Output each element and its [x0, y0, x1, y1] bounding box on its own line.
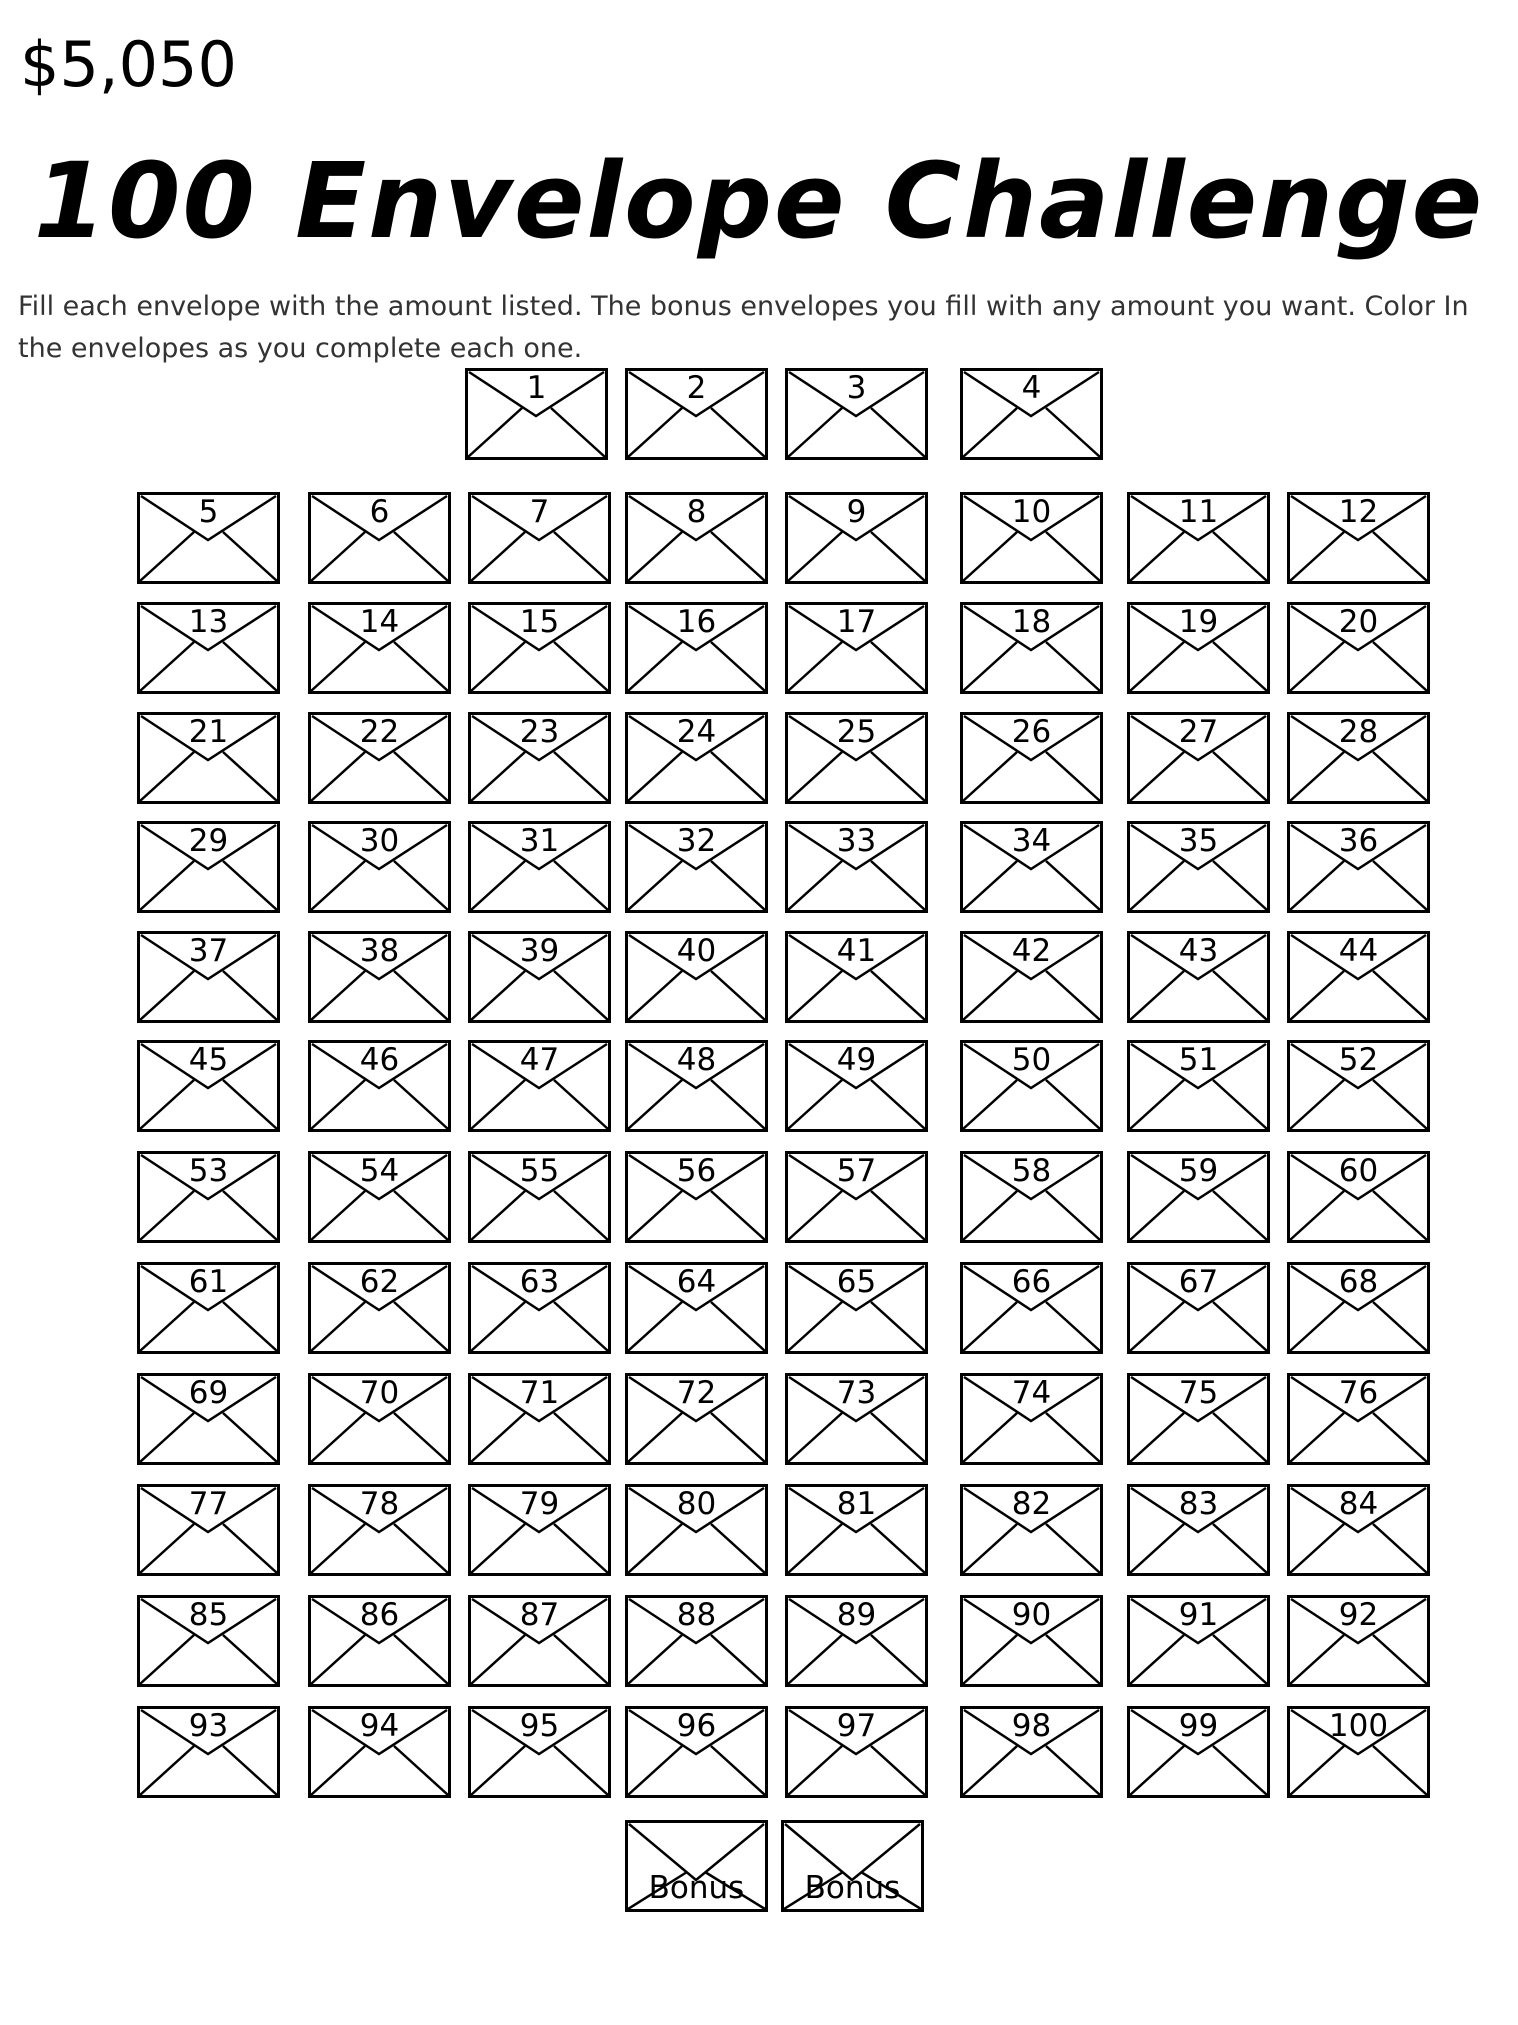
envelope-number: 91 — [1178, 1597, 1219, 1633]
envelope-77[interactable] — [137, 1484, 280, 1576]
envelope-97[interactable] — [785, 1706, 928, 1798]
envelope-number: 16 — [676, 604, 717, 640]
envelope-27[interactable] — [1127, 712, 1270, 804]
envelope-number: 90 — [1011, 1597, 1052, 1633]
envelope-57[interactable] — [785, 1151, 928, 1243]
envelope-number: 74 — [1011, 1375, 1052, 1411]
envelope-76[interactable] — [1287, 1373, 1430, 1465]
envelope-number: 94 — [359, 1708, 400, 1744]
envelope-59[interactable] — [1127, 1151, 1270, 1243]
envelope-31[interactable] — [468, 821, 611, 913]
envelope-number: 82 — [1011, 1486, 1052, 1522]
envelope-30[interactable] — [308, 821, 451, 913]
envelope-16[interactable] — [625, 602, 768, 694]
envelope-32[interactable] — [625, 821, 768, 913]
envelope-number: 62 — [359, 1264, 400, 1300]
envelope-number: 92 — [1338, 1597, 1379, 1633]
envelope-23[interactable] — [468, 712, 611, 804]
envelope-3[interactable] — [785, 368, 928, 460]
envelope-number: 9 — [846, 494, 867, 530]
envelope-19[interactable] — [1127, 602, 1270, 694]
envelope-number: 83 — [1178, 1486, 1219, 1522]
envelope-39[interactable] — [468, 931, 611, 1023]
envelope-71[interactable] — [468, 1373, 611, 1465]
envelope-number: 41 — [836, 933, 877, 969]
envelope-53[interactable] — [137, 1151, 280, 1243]
envelope-91[interactable] — [1127, 1595, 1270, 1687]
envelope-number: 46 — [359, 1042, 400, 1078]
envelope-13[interactable] — [137, 602, 280, 694]
envelope-94[interactable] — [308, 1706, 451, 1798]
envelope-number: 76 — [1338, 1375, 1379, 1411]
envelope-67[interactable] — [1127, 1262, 1270, 1354]
envelope-number: 26 — [1011, 714, 1052, 750]
envelope-50[interactable] — [960, 1040, 1103, 1132]
envelope-84[interactable] — [1287, 1484, 1430, 1576]
envelope-number: 43 — [1178, 933, 1219, 969]
envelope-number: 19 — [1178, 604, 1219, 640]
envelope-number: 100 — [1328, 1708, 1389, 1744]
envelope-number: 22 — [359, 714, 400, 750]
envelope-number: 11 — [1178, 494, 1219, 530]
envelope-number: 61 — [188, 1264, 229, 1300]
envelope-number: 68 — [1338, 1264, 1379, 1300]
envelope-48[interactable] — [625, 1040, 768, 1132]
envelope-number: 71 — [519, 1375, 560, 1411]
envelope-1[interactable] — [465, 368, 608, 460]
envelope-number: 96 — [676, 1708, 717, 1744]
bonus-envelope-label: Bonus — [804, 1870, 901, 1906]
envelope-number: 69 — [188, 1375, 229, 1411]
envelope-number: 42 — [1011, 933, 1052, 969]
envelope-number: 7 — [529, 494, 550, 530]
envelope-52[interactable] — [1287, 1040, 1430, 1132]
envelope-42[interactable] — [960, 931, 1103, 1023]
envelope-number: 24 — [676, 714, 717, 750]
envelope-number: 3 — [846, 370, 867, 406]
envelope-number: 12 — [1338, 494, 1379, 530]
envelope-number: 33 — [836, 823, 877, 859]
envelope-99[interactable] — [1127, 1706, 1270, 1798]
envelope-number: 52 — [1338, 1042, 1379, 1078]
envelope-45[interactable] — [137, 1040, 280, 1132]
envelope-number: 56 — [676, 1153, 717, 1189]
envelope-6[interactable] — [308, 492, 451, 584]
envelope-number: 39 — [519, 933, 560, 969]
envelope-number: 25 — [836, 714, 877, 750]
envelope-number: 59 — [1178, 1153, 1219, 1189]
envelope-96[interactable] — [625, 1706, 768, 1798]
envelope-11[interactable] — [1127, 492, 1270, 584]
envelope-number: 2 — [686, 370, 707, 406]
envelope-95[interactable] — [468, 1706, 611, 1798]
envelope-49[interactable] — [785, 1040, 928, 1132]
envelope-number: 53 — [188, 1153, 229, 1189]
envelope-100[interactable] — [1287, 1706, 1430, 1798]
envelope-number: 65 — [836, 1264, 877, 1300]
envelope-number: 75 — [1178, 1375, 1219, 1411]
envelope-10[interactable] — [960, 492, 1103, 584]
challenge-total: $5,050 — [20, 28, 237, 101]
envelope-34[interactable] — [960, 821, 1103, 913]
envelope-number: 72 — [676, 1375, 717, 1411]
envelope-number: 55 — [519, 1153, 560, 1189]
envelope-8[interactable] — [625, 492, 768, 584]
envelope-number: 73 — [836, 1375, 877, 1411]
envelope-number: 99 — [1178, 1708, 1219, 1744]
envelope-number: 28 — [1338, 714, 1379, 750]
envelope-number: 35 — [1178, 823, 1219, 859]
envelope-87[interactable] — [468, 1595, 611, 1687]
envelope-number: 86 — [359, 1597, 400, 1633]
envelope-number: 18 — [1011, 604, 1052, 640]
envelope-number: 81 — [836, 1486, 877, 1522]
envelope-number: 97 — [836, 1708, 877, 1744]
envelope-number: 78 — [359, 1486, 400, 1522]
envelope-86[interactable] — [308, 1595, 451, 1687]
envelope-47[interactable] — [468, 1040, 611, 1132]
envelope-15[interactable] — [468, 602, 611, 694]
envelope-17[interactable] — [785, 602, 928, 694]
envelope-78[interactable] — [308, 1484, 451, 1576]
bonus-envelope[interactable] — [625, 1820, 768, 1912]
envelope-number: 66 — [1011, 1264, 1052, 1300]
bonus-envelope[interactable] — [781, 1820, 924, 1912]
envelope-number: 14 — [359, 604, 400, 640]
envelope-64[interactable] — [625, 1262, 768, 1354]
envelope-number: 20 — [1338, 604, 1379, 640]
envelope-number: 80 — [676, 1486, 717, 1522]
envelope-4[interactable] — [960, 368, 1103, 460]
envelope-88[interactable] — [625, 1595, 768, 1687]
envelope-37[interactable] — [137, 931, 280, 1023]
envelope-number: 8 — [686, 494, 707, 530]
envelope-9[interactable] — [785, 492, 928, 584]
envelope-40[interactable] — [625, 931, 768, 1023]
envelope-number: 21 — [188, 714, 229, 750]
envelope-number: 40 — [676, 933, 717, 969]
envelope-82[interactable] — [960, 1484, 1103, 1576]
envelope-number: 67 — [1178, 1264, 1219, 1300]
envelope-number: 50 — [1011, 1042, 1052, 1078]
envelope-number: 88 — [676, 1597, 717, 1633]
envelope-33[interactable] — [785, 821, 928, 913]
envelope-14[interactable] — [308, 602, 451, 694]
envelope-72[interactable] — [625, 1373, 768, 1465]
envelope-number: 51 — [1178, 1042, 1219, 1078]
envelope-number: 36 — [1338, 823, 1379, 859]
envelope-number: 30 — [359, 823, 400, 859]
envelope-number: 77 — [188, 1486, 229, 1522]
envelope-number: 29 — [188, 823, 229, 859]
envelope-number: 17 — [836, 604, 877, 640]
envelope-55[interactable] — [468, 1151, 611, 1243]
envelope-number: 95 — [519, 1708, 560, 1744]
envelope-number: 31 — [519, 823, 560, 859]
envelope-25[interactable] — [785, 712, 928, 804]
envelope-number: 84 — [1338, 1486, 1379, 1522]
envelope-20[interactable] — [1287, 602, 1430, 694]
envelope-number: 70 — [359, 1375, 400, 1411]
envelope-number: 15 — [519, 604, 560, 640]
envelope-22[interactable] — [308, 712, 451, 804]
envelope-61[interactable] — [137, 1262, 280, 1354]
envelope-36[interactable] — [1287, 821, 1430, 913]
envelope-number: 4 — [1021, 370, 1042, 406]
envelope-number: 32 — [676, 823, 717, 859]
envelope-number: 85 — [188, 1597, 229, 1633]
envelope-73[interactable] — [785, 1373, 928, 1465]
envelope-number: 87 — [519, 1597, 560, 1633]
envelope-29[interactable] — [137, 821, 280, 913]
envelope-62[interactable] — [308, 1262, 451, 1354]
instructions-text: Fill each envelope with the amount listed. The bonus envelopes you fill with any amount you want. Color In the envelopes as you complete each one. — [18, 291, 1469, 364]
envelope-number: 98 — [1011, 1708, 1052, 1744]
envelope-81[interactable] — [785, 1484, 928, 1576]
envelope-number: 49 — [836, 1042, 877, 1078]
envelope-number: 93 — [188, 1708, 229, 1744]
envelope-number: 5 — [198, 494, 219, 530]
envelope-63[interactable] — [468, 1262, 611, 1354]
envelope-56[interactable] — [625, 1151, 768, 1243]
envelope-35[interactable] — [1127, 821, 1270, 913]
envelope-number: 64 — [676, 1264, 717, 1300]
envelope-number: 1 — [526, 370, 547, 406]
envelope-number: 89 — [836, 1597, 877, 1633]
envelope-18[interactable] — [960, 602, 1103, 694]
envelope-number: 37 — [188, 933, 229, 969]
envelope-85[interactable] — [137, 1595, 280, 1687]
envelope-5[interactable] — [137, 492, 280, 584]
envelope-46[interactable] — [308, 1040, 451, 1132]
envelope-58[interactable] — [960, 1151, 1103, 1243]
envelope-number: 63 — [519, 1264, 560, 1300]
envelope-24[interactable] — [625, 712, 768, 804]
envelope-26[interactable] — [960, 712, 1103, 804]
envelope-number: 45 — [188, 1042, 229, 1078]
envelope-83[interactable] — [1127, 1484, 1270, 1576]
envelope-7[interactable] — [468, 492, 611, 584]
envelope-70[interactable] — [308, 1373, 451, 1465]
envelope-number: 54 — [359, 1153, 400, 1189]
envelope-90[interactable] — [960, 1595, 1103, 1687]
envelope-2[interactable] — [625, 368, 768, 460]
envelope-number: 79 — [519, 1486, 560, 1522]
envelope-number: 47 — [519, 1042, 560, 1078]
envelope-80[interactable] — [625, 1484, 768, 1576]
envelope-92[interactable] — [1287, 1595, 1430, 1687]
envelope-21[interactable] — [137, 712, 280, 804]
envelope-75[interactable] — [1127, 1373, 1270, 1465]
envelope-65[interactable] — [785, 1262, 928, 1354]
envelope-60[interactable] — [1287, 1151, 1430, 1243]
envelope-12[interactable] — [1287, 492, 1430, 584]
page-title: 100 Envelope Challenge — [33, 140, 1485, 262]
envelope-79[interactable] — [468, 1484, 611, 1576]
envelope-number: 60 — [1338, 1153, 1379, 1189]
envelope-66[interactable] — [960, 1262, 1103, 1354]
envelope-54[interactable] — [308, 1151, 451, 1243]
envelope-43[interactable] — [1127, 931, 1270, 1023]
envelope-number: 10 — [1011, 494, 1052, 530]
envelope-51[interactable] — [1127, 1040, 1270, 1132]
envelope-number: 27 — [1178, 714, 1219, 750]
envelope-41[interactable] — [785, 931, 928, 1023]
envelope-89[interactable] — [785, 1595, 928, 1687]
envelope-number: 58 — [1011, 1153, 1052, 1189]
envelope-number: 57 — [836, 1153, 877, 1189]
envelope-69[interactable] — [137, 1373, 280, 1465]
envelope-number: 34 — [1011, 823, 1052, 859]
envelope-number: 44 — [1338, 933, 1379, 969]
envelope-44[interactable] — [1287, 931, 1430, 1023]
envelope-number: 38 — [359, 933, 400, 969]
envelope-74[interactable] — [960, 1373, 1103, 1465]
envelope-number: 48 — [676, 1042, 717, 1078]
envelope-number: 23 — [519, 714, 560, 750]
envelope-68[interactable] — [1287, 1262, 1430, 1354]
envelope-number: 6 — [369, 494, 390, 530]
envelope-93[interactable] — [137, 1706, 280, 1798]
envelope-98[interactable] — [960, 1706, 1103, 1798]
envelope-number: 13 — [188, 604, 229, 640]
envelope-28[interactable] — [1287, 712, 1430, 804]
envelope-38[interactable] — [308, 931, 451, 1023]
bonus-envelope-label: Bonus — [648, 1870, 745, 1906]
